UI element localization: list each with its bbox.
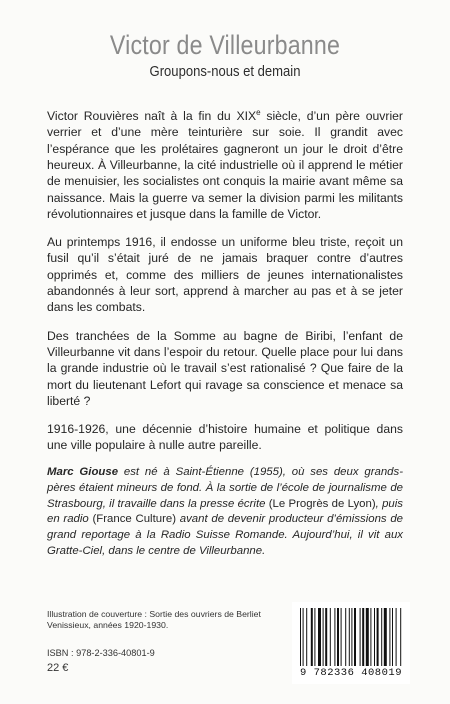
back-cover-blurb bbox=[47, 105, 403, 466]
barcode-bars bbox=[300, 608, 402, 668]
author-name: Marc Giouse bbox=[47, 466, 119, 478]
book-title: Victor de Villeurbanne bbox=[109, 30, 341, 60]
isbn: ISBN : 978-2-336-40801-9 bbox=[47, 648, 155, 658]
price: 22 € bbox=[47, 662, 69, 674]
cover-illustration-credit: Illustration de couverture : Sortie des ouvriers de Berliet Venissieux, années 1920-1930. bbox=[47, 609, 261, 631]
book-subtitle: Groupons-nous et demain bbox=[149, 64, 301, 80]
barcode bbox=[292, 602, 410, 684]
author-bio: Marc Giouse est né à Saint-Étienne (1955), où ses deux grands-pères étaient mineurs de fond. À la sortie de l’école de journalisme de Strasbourg, il travaille dans la presse écrite (Le Progrès de Lyon), puis en radio (France Culture) avant de devenir producteur d’émissions de grand reportage à la Radio Suisse Romande. Aujourd’hui, il vit aux Gratte-Ciel, dans le centre de Villeurbanne. bbox=[47, 466, 404, 557]
blurb-paragraph-4: 1916-1926, une décennie d’histoire humaine et politique dans une ville populaire à nulle autre pareille. bbox=[47, 422, 403, 453]
barcode-digits: 9 782336 408019 bbox=[299, 667, 402, 679]
blurb-paragraph-3: Des tranchées de la Somme au bagne de Biribi, l’enfant de Villeurbanne vit dans l’espoir du retour. Quelle place pour lui dans la grande industrie où le travail s’est rationalisé ? Que faire de la mort du lieutenant Lefort qui ravage sa conscience et menace sa liberté ? bbox=[47, 328, 403, 408]
blurb-paragraph-1: Victor Rouvières naît à la fin du XIXe siècle, d’un père ouvrier verrier et d’une mère teinturière sur soie. Il grandit avec l’espérance que les prolétaires gagneront un jour le droit d’être heureux. À Villeurbanne, la cité industrielle où il apprend le métier de menuisier, les socialistes ont conquis la mairie avant même sa naissance. Mais la guerre va semer la division parmi les militants révolutionnaires et jusque dans la famille de Victor. bbox=[47, 108, 403, 221]
blurb-paragraph-2: Au printemps 1916, il endosse un uniforme bleu triste, reçoit un fusil qu’il s’était juré de ne jamais braquer contre d’autres opprimés et, comme des milliers de jeunes internationalistes abandonnés à leur sort, apprend à marcher au pas et à se jeter dans les combats. bbox=[47, 235, 403, 315]
